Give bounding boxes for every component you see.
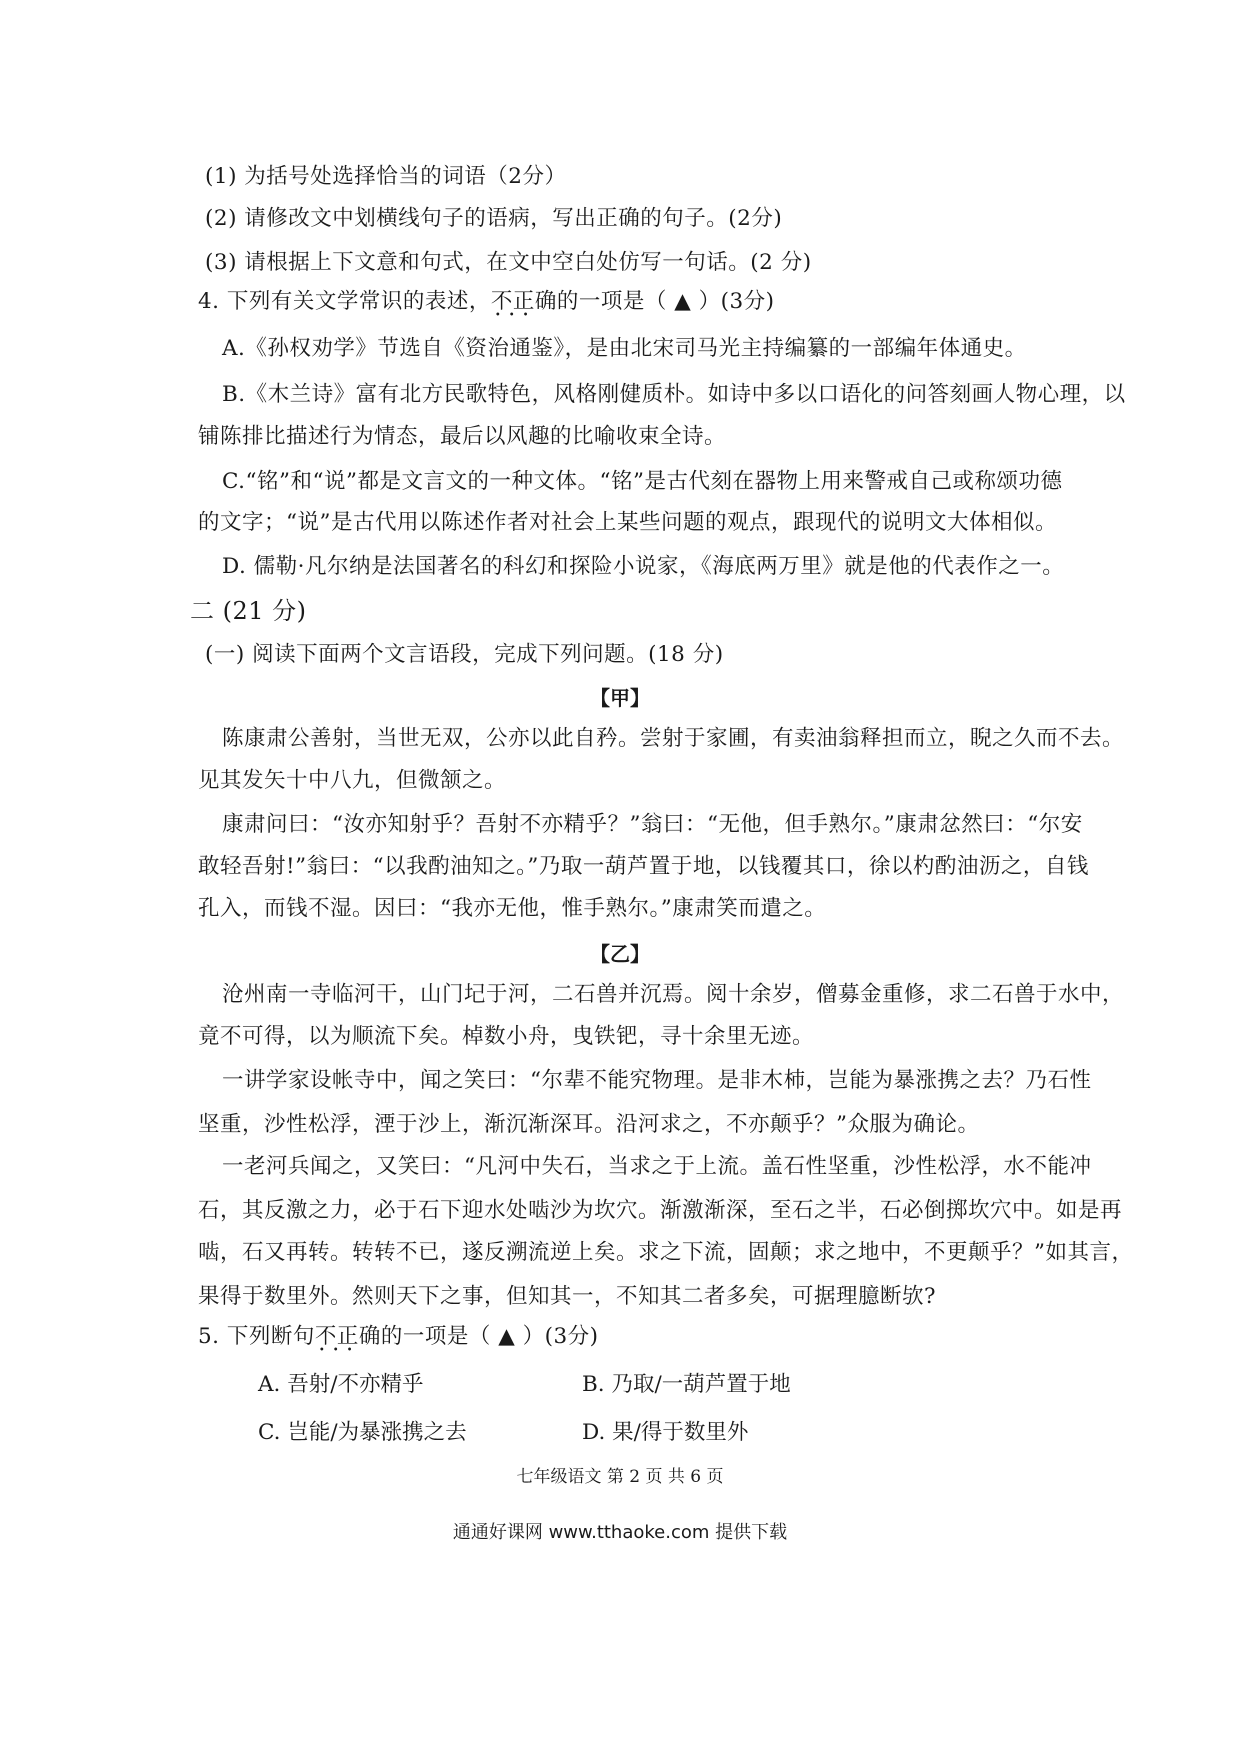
passage-jia-title: 【甲】 [590, 686, 650, 710]
q5-option-c: C. 岂能/为暴涨携之去 [258, 1420, 467, 1445]
jia-line-4: 敢轻吾射!”翁曰：“以我酌油知之。”乃取一葫芦置于地，以钱覆其口，徐以杓酌油沥之，自钱 [198, 854, 1089, 879]
q5-option-d: D. 果/得于数里外 [582, 1420, 749, 1445]
q4-stem-before: 4. 下列有关文学常识的表述， [198, 289, 491, 314]
q4-option-a: A.《孙权劝学》节选自《资治通鉴》，是由北宋司马光主持编纂的一部编年体通史。 [222, 336, 1027, 361]
jia-line-3: 康肃问曰：“汝亦知射乎？吾射不亦精乎？”翁曰：“无他，但手熟尔。”康肃忿然曰：“尔安 [222, 812, 1083, 837]
q4-option-d: D. 儒勒·凡尔纳是法国著名的科幻和探险小说家，《海底两万里》就是他的代表作之一。 [222, 554, 1065, 579]
q3-sub-3: (3) 请根据上下文意和句式，在文中空白处仿写一句话。(2 分) [205, 250, 812, 275]
q4-option-b-line2: 铺陈排比描述行为情态，最后以风趣的比喻收束全诗。 [198, 424, 727, 449]
passage-yi-title: 【乙】 [590, 942, 650, 966]
q4-option-c-line2: 的文字；“说”是古代用以陈述作者对社会上某些问题的观点，跟现代的说明文大体相似。 [198, 510, 1057, 535]
q5-option-b: B. 乃取/一葫芦置于地 [582, 1372, 791, 1397]
yi-line-6: 石，其反激之力，必于石下迎水处啮沙为坎穴。渐激渐深，至石之半，石必倒掷坎穴中。如是再 [198, 1198, 1123, 1223]
q5-option-a: A. 吾射/不亦精乎 [258, 1372, 424, 1397]
q5-stem-before: 5. 下列断句 [198, 1324, 315, 1349]
jia-line-1: 陈康肃公善射，当世无双，公亦以此自矜。尝射于家圃，有卖油翁释担而立，睨之久而不去。 [222, 726, 1125, 751]
source-line: 通通好课网 www.tthaoke.com 提供下载 [452, 1522, 788, 1543]
q4-stem-emphasis: 不正确 ••• [491, 289, 557, 314]
yi-line-7: 啮，石又再转。转转不已，遂反溯流逆上矣。求之下流，固颠；求之地中，不更颠乎？”如其言， [198, 1240, 1134, 1265]
jia-line-2: 见其发矢十中八九，但微颔之。 [198, 768, 507, 793]
q4-option-b-line1: B.《木兰诗》富有北方民歌特色，风格刚健质朴。如诗中多以口语化的问答刻画人物心理，以 [222, 382, 1126, 407]
q4-stem-after: 的一项是（ ▲ ）(3分) [556, 289, 775, 314]
jia-line-5: 孔入，而钱不湿。因曰：“我亦无他，惟手熟尔。”康肃笑而遣之。 [198, 896, 827, 921]
yi-line-5: 一老河兵闻之，又笑曰：“凡河中失石，当求之于上流。盖石性坚重，沙性松浮，水不能冲 [222, 1154, 1092, 1179]
yi-line-4: 坚重，沙性松浮，湮于沙上，渐沉渐深耳。沿河求之，不亦颠乎？”众服为确论。 [198, 1112, 980, 1137]
q4-option-c-line1: C.“铭”和“说”都是文言文的一种文体。“铭”是古代刻在器物上用来警戒自己或称颂功德 [222, 469, 1063, 494]
q3-sub-1: (1) 为括号处选择恰当的词语（2分） [205, 164, 567, 189]
page-footer: 七年级语文 第 2 页 共 6 页 [516, 1467, 724, 1487]
q5-stem-after: 的一项是（ ▲ ）(3分) [380, 1324, 599, 1349]
yi-line-8: 果得于数里外。然则天下之事，但知其一，不知其二者多矣，可据理臆断欤? [198, 1284, 937, 1309]
q4-stem [198, 287, 775, 317]
yi-line-1: 沧州南一寺临河干，山门圮于河，二石兽并沉焉。阅十余岁，僧募金重修，求二石兽于水中， [222, 982, 1125, 1007]
section-heading: 二 (21 分) [190, 597, 307, 625]
q5-stem [198, 1322, 599, 1352]
yi-line-3: 一讲学家设帐寺中，闻之笑曰：“尔辈不能究物理。是非木杮，岂能为暴涨携之去？乃石性 [222, 1068, 1092, 1093]
reading-instruction: (一) 阅读下面两个文言语段，完成下列问题。(18 分) [205, 642, 724, 667]
yi-line-2: 竟不可得，以为顺流下矣。棹数小舟，曳铁钯，寻十余里无迹。 [198, 1024, 815, 1049]
q5-stem-emphasis: 不正确 ••• [315, 1324, 381, 1349]
q3-sub-2: (2) 请修改文中划横线句子的语病，写出正确的句子。(2分) [205, 206, 783, 231]
